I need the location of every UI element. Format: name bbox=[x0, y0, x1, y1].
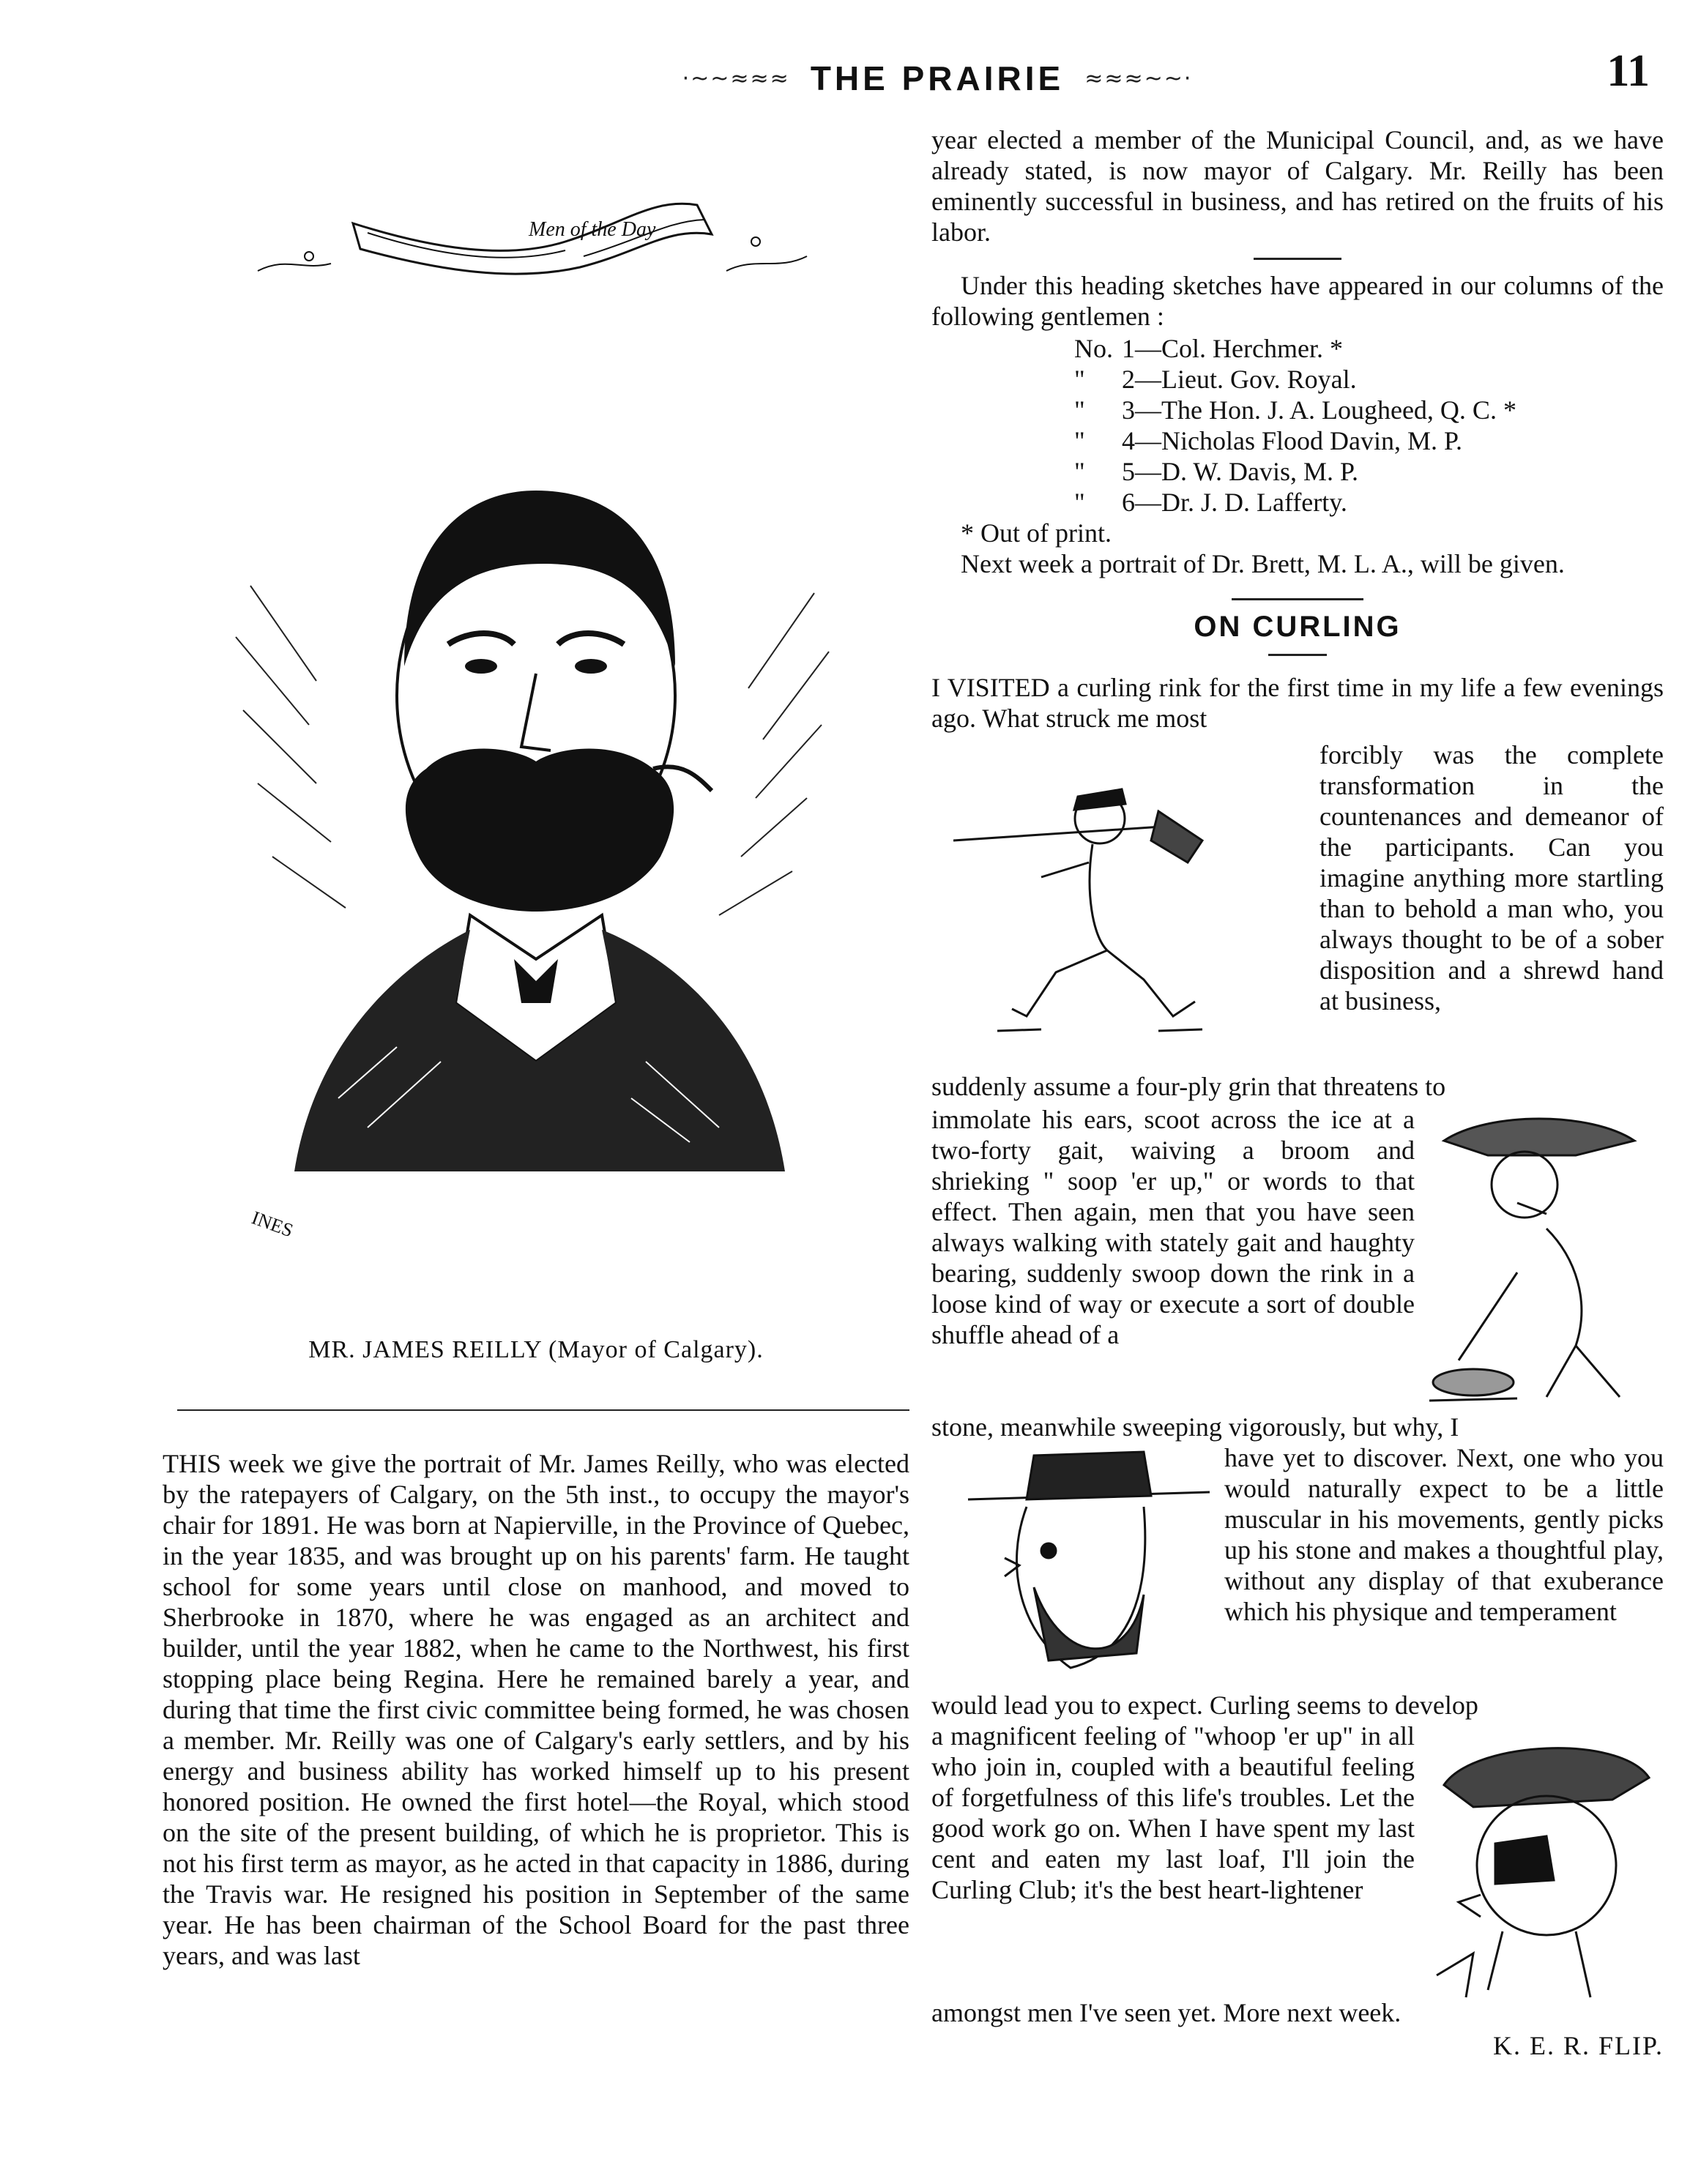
list-item: " 6—Dr. J. D. Lafferty. bbox=[1074, 488, 1347, 517]
curling-paragraph: I VISITED a curling rink for the first time in my life a few evenings ago. What struck me most bbox=[931, 673, 1664, 733]
curling-paragraph: suddenly assume a four-ply grin that threatens to bbox=[931, 1072, 1446, 1101]
bearded-curler-sketch bbox=[961, 1448, 1224, 1675]
profile-curler-sketch bbox=[1429, 1726, 1664, 2005]
short-rule bbox=[1268, 654, 1327, 656]
curling-article bbox=[931, 672, 1664, 2060]
curling-paragraph: a magnificent feeling of "whoop 'er up" in all who join in, coupled with a beautiful feeling of forgetfulness of this life's troubles. Let the good work go on. When I have spent my last cent and eaten my last loaf, I'll join the Curling Club; it's the best heart-lightener bbox=[931, 1721, 1415, 1904]
curling-paragraph: would lead you to expect. Curling seems to develop bbox=[931, 1691, 1478, 1720]
curling-paragraph: forcibly was the complete transformation in the countenances and demeanor of the participants. Can you imagine anything more startling than to behold a man who, you always thought to be of a sober disposition and a shrewd hand at business, bbox=[1320, 740, 1664, 1015]
sweeping-curler-sketch bbox=[1429, 1111, 1664, 1419]
masthead: THE PRAIRIE bbox=[810, 59, 1065, 97]
right-column bbox=[931, 124, 1664, 2060]
ornament-left: ·~~≈≈≈ bbox=[682, 65, 790, 92]
short-rule bbox=[1254, 258, 1341, 260]
curling-paragraph: stone, meanwhile sweeping vigorously, but why, I bbox=[931, 1412, 1459, 1442]
curling-paragraph: immolate his ears, scoot across the ice at a two-forty gait, waiving a broom and shrieking " soop 'er up," or words to that effect. Then again, men that you have seen always walking with stately gait and haughty bearing, suddenly swoop down the rink in a loose kind of way or execute a sort of double shuffle ahead of a bbox=[931, 1105, 1415, 1349]
list-item: " 5—D. W. Davis, M. P. bbox=[1074, 457, 1359, 486]
section-title: ON CURLING bbox=[1194, 611, 1402, 643]
short-rule bbox=[1232, 598, 1363, 600]
author-signature: K. E. R. FLIP. bbox=[1492, 2031, 1664, 2060]
page-number: 11 bbox=[1607, 46, 1650, 96]
portrait-caption: MR. JAMES REILLY (Mayor of Calgary). bbox=[308, 1336, 764, 1363]
curling-paragraph: have yet to discover. Next, one who you would naturally expect to be a little muscular in his movements, gently picks up his stone and makes a thoughtful play, without any display of that exuberance which his physique and temperament bbox=[1224, 1443, 1664, 1626]
footnote: * Out of print. bbox=[961, 518, 1112, 548]
portrait-engraving bbox=[206, 403, 866, 1325]
list-item: No. 1—Col. Herchmer. * bbox=[1074, 334, 1343, 363]
column-divider bbox=[177, 1409, 909, 1411]
svg-text:INES: INES bbox=[248, 1207, 297, 1242]
list-item: " 4—Nicholas Flood Davin, M. P. bbox=[1074, 426, 1463, 455]
article-text: THIS week we give the portrait of Mr. James Reilly, who was elected by the ratepayers of Calgary, on the 5th inst., to occupy the mayor's chair for 1891. He was born at Napierville, in the Province of Quebec, in the year 1835, and was brought up on his parents' farm. He taught school for some years until close on manhood, and moved to Sherbrooke in 1870, where he was engaged as an architect and builder, until the year 1882, when he came to the Northwest, his first stopping place being Regina. Here he remained barely a year, and during that time the first civic committee being formed, he was chosen a member. Mr. Reilly was one of Calgary's early settlers, and by his energy and business ability has worked himself up to his present honored position. He owned the first hotel—the Royal, which stood on the site of the present building, of which he is proprietor. This is not his first term as mayor, as he acted in that capacity in 1886, during the Travis war. He resigned his position in September of the same year. He has been chairman of the School Board for the past three years, and was last bbox=[163, 1449, 909, 1970]
running-head bbox=[571, 53, 1303, 104]
article-continuation: year elected a member of the Municipal Council, and, as we have already stated, is now mayor of Calgary. Mr. Reilly has been eminently successful in business, and has retired on the fruits of his labor. bbox=[931, 125, 1664, 247]
list-item: " 3—The Hon. J. A. Lougheed, Q. C. * bbox=[1074, 395, 1516, 425]
running-curler-sketch bbox=[953, 731, 1232, 1038]
series-list bbox=[1074, 333, 1664, 518]
list-item: " 2—Lieut. Gov. Royal. bbox=[1074, 365, 1357, 394]
banner-text: Men of the Day bbox=[529, 218, 656, 241]
series-intro: Under this heading sketches have appeared in our columns of the following gentlemen : bbox=[931, 271, 1664, 331]
curling-paragraph: amongst men I've seen yet. More next week. bbox=[931, 1998, 1402, 2027]
men-of-the-day-banner bbox=[243, 154, 814, 278]
next-week-note: Next week a portrait of Dr. Brett, M. L. A., will be given. bbox=[961, 549, 1565, 578]
ornament-right: ≈≈≈~~· bbox=[1084, 65, 1193, 92]
article-body bbox=[163, 1448, 909, 1971]
